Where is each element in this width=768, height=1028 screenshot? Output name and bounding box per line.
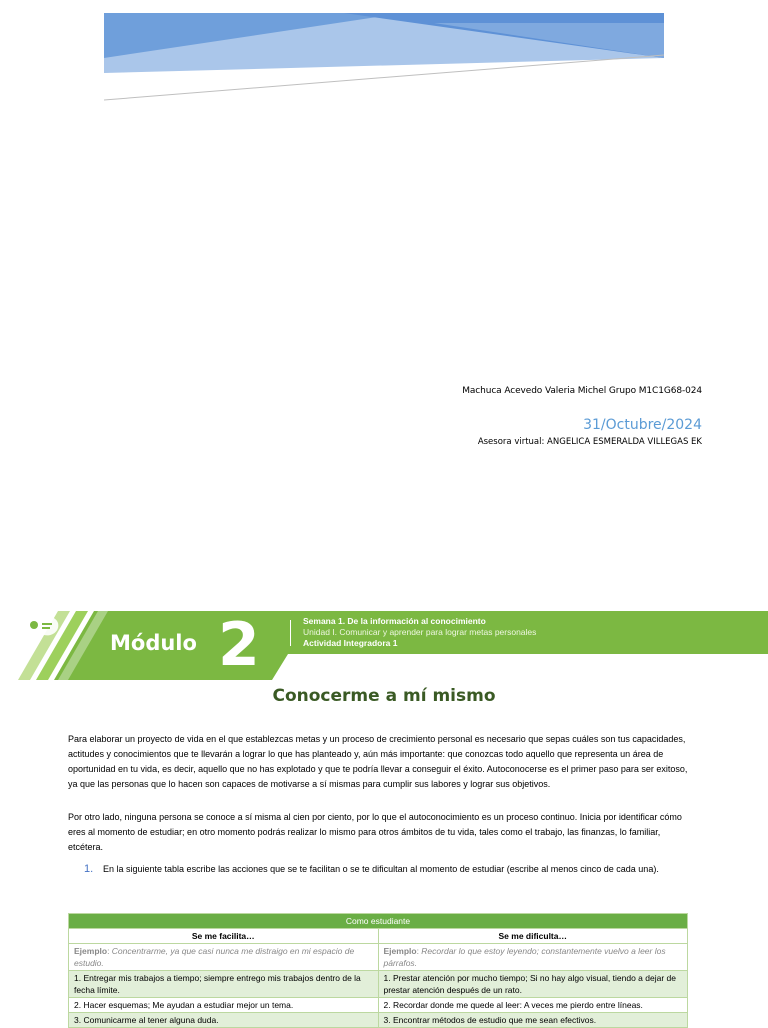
- study-table: [68, 913, 688, 1028]
- unit-label: Unidad I. Comunicar y aprender para lograr metas personales: [303, 627, 537, 637]
- module-separator: [290, 620, 291, 646]
- module-number: 2: [218, 610, 260, 680]
- table-cell[interactable]: 3. Encontrar métodos de estudio que me sean efectivos.: [378, 1013, 688, 1028]
- example-text: Concentrarme, ya que casi nunca me distraigo en mi espacio de estudio.: [74, 946, 355, 968]
- table-cell[interactable]: 2. Recordar donde me quede al leer: A veces me pierdo entre líneas.: [378, 998, 688, 1013]
- intro-paragraph: Para elaborar un proyecto de vida en el que establezcas metas y un proceso de crecimiento personal es necesario que sepas cuáles son tus capacidades, actitudes y conocimientos que te llevarán a lograr lo que has planteado y, aún más importante: que conozcas todo aquello que representa un área de oportunidad en tu vida, es decir, aquello que no has explotado y que te podría llevar a conseguir el éxito. Autoconocerse es el primer paso para ser exitoso, ya que las personas que lo hacen son capaces de motivarse a sí mismas para cumplir sus labores y lograr sus objetivos.: [68, 734, 688, 789]
- table-cell[interactable]: 1. Entregar mis trabajos a tiempo; siempre entrego mis trabajos dentro de la fecha límite.: [69, 971, 379, 998]
- activity-label: Actividad Integradora 1: [303, 638, 398, 648]
- module-word: Módulo: [110, 631, 197, 655]
- table-cell[interactable]: 1. Prestar atención por mucho tiempo; Si no hay algo visual, tiendo a dejar de prestar atención después de un rato.: [378, 971, 688, 998]
- module-info: [303, 616, 536, 649]
- example-cell-easy: Ejemplo: Concentrarme, ya que casi nunca me distraigo en mi espacio de estudio.: [69, 944, 379, 971]
- week-label: Semana 1. De la información al conocimiento: [303, 616, 486, 626]
- student-info: Machuca Acevedo Valeria Michel Grupo M1C1G68-024: [462, 386, 702, 396]
- example-label: Ejemplo: [74, 946, 108, 956]
- module-banner: [18, 611, 768, 680]
- example-text: Recordar lo que estoy leyendo; constantemente vuelvo a leer los párrafos.: [383, 946, 666, 968]
- example-cell-hard: Ejemplo: Recordar lo que estoy leyendo; constantemente vuelvo a leer los párrafos.: [378, 944, 688, 971]
- table-row: [69, 1013, 688, 1028]
- header-banner: [104, 13, 664, 103]
- example-row: [69, 944, 688, 971]
- cover-date: 31/Octubre/2024: [583, 417, 702, 433]
- advisor-info: Asesora virtual: ANGELICA ESMERALDA VILLEGAS EK: [477, 437, 702, 447]
- table-row: [69, 998, 688, 1013]
- table-cell[interactable]: 3. Comunicarme al tener alguna duda.: [69, 1013, 379, 1028]
- table-cell[interactable]: 2. Hacer esquemas; Me ayudan a estudiar mejor un tema.: [69, 998, 379, 1013]
- table-caption: Como estudiante: [69, 914, 688, 929]
- example-label: Ejemplo: [383, 946, 417, 956]
- list-number: 1.: [84, 863, 94, 875]
- list-text: En la siguiente tabla escribe las acciones que se te facilitan o se te dificultan al momento de estudiar (escribe al menos cinco de cada una).: [103, 864, 659, 874]
- prepa-logo-icon: [18, 611, 62, 641]
- second-paragraph: Por otro lado, ninguna persona se conoce a sí misma al cien por ciento, por lo que el autoconocimiento es un proceso continuo. Inicia por identificar cómo eres al momento de estudiar; en otro momento podrás realizar lo mismo para otros ámbitos de tu vida, tales como el trabajo, las finanzas, lo familiar, etcétera.: [68, 812, 682, 852]
- column-header-hard: Se me dificulta…: [378, 929, 688, 944]
- document-title: Conocerme a mí mismo: [272, 686, 496, 706]
- column-header-easy: Se me facilita…: [69, 929, 379, 944]
- table-row: [69, 971, 688, 998]
